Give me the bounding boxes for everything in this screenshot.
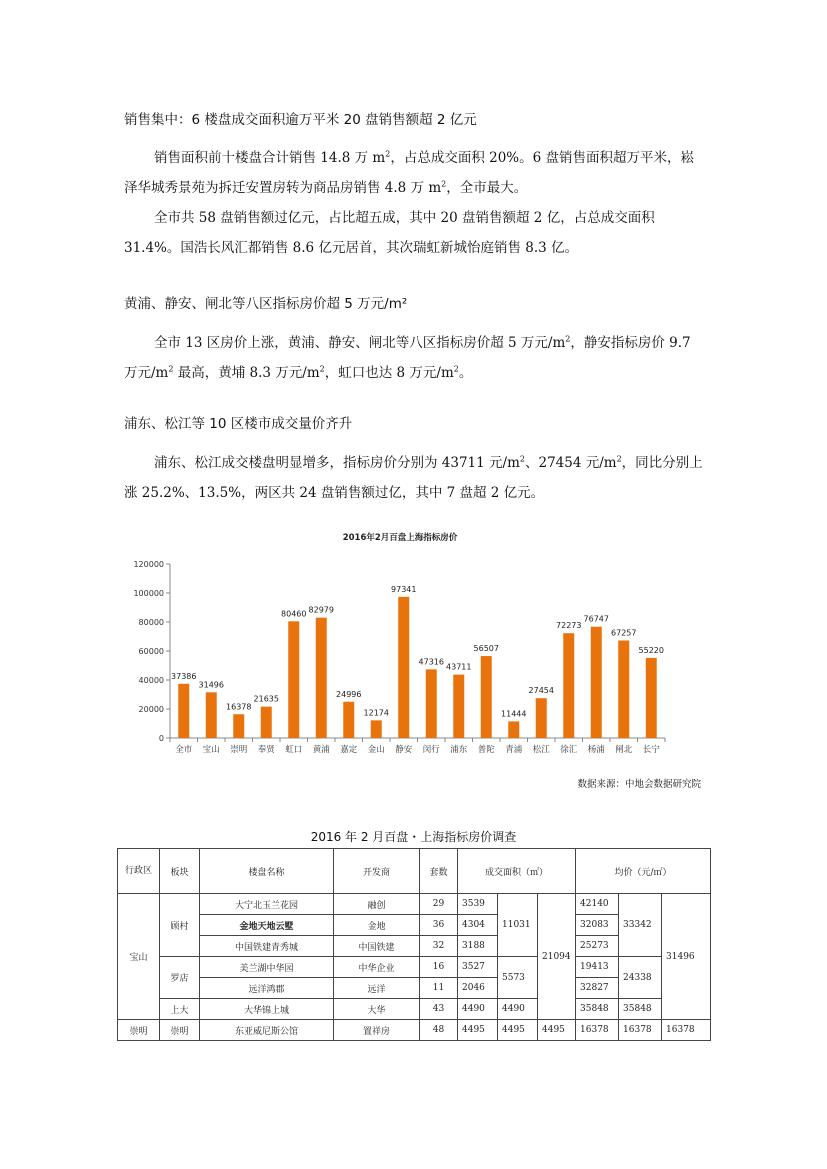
section-heading-districts: 黄浦、静安、闸北等八区指标房价超 5 万元/m² (124, 296, 408, 312)
x-tick-label: 浦东 (450, 745, 468, 755)
chart-title: 2016年2月百盘上海指标房价 (342, 533, 458, 543)
data-label: 97341 (391, 584, 417, 594)
x-tick-label: 杨浦 (587, 745, 605, 755)
paragraph-district-prices: 全市 13 区房价上涨，黄浦、静安、闸北等八区指标房价超 5 万元$/m^2$，静安指标房价 9.7 万元$/m^2$ 最高，黄埔 8.3 万元$/m^2$，虹口也达 8 万元$/m^2$。 (124, 334, 691, 381)
cell-district-area: 21094 (538, 894, 576, 1020)
paragraph-sales-amount: 全市共 58 盘销售额过亿元，占比超五成，其中 20 盘销售额超 2 亿，占总成交面积 31.4%。国浩长风汇都销售 8.6 亿元居首，其次瑞虹新城怡庭销售 8.3 亿。 (124, 210, 655, 256)
header-units: 套数 (420, 849, 458, 894)
cell-area: 4490 (458, 999, 498, 1020)
cell-units: 32 (420, 936, 458, 957)
x-tick-label: 青浦 (505, 745, 523, 755)
bar (178, 684, 189, 738)
x-tick-label: 崇明 (230, 745, 248, 755)
price-bar-chart (120, 524, 700, 769)
data-label: 80460 (281, 609, 307, 619)
data-label: 11444 (501, 709, 527, 719)
header-price: 均价（元/㎡） (576, 849, 711, 894)
cell-developer: 置祥房 (334, 1020, 420, 1041)
y-tick-label: 120000 (133, 560, 164, 569)
x-tick-label: 松江 (532, 745, 550, 755)
x-tick-label: 嘉定 (340, 745, 358, 755)
header-developer: 开发商 (334, 849, 420, 894)
cell-units: 43 (420, 999, 458, 1020)
data-label: 21635 (253, 694, 279, 704)
bar (563, 633, 574, 738)
paragraph-pudong-songjiang: 浦东、松江成交楼盘明显增多，指标房价分别为 43711 元$/m^2$、27454 元$/m^2$，同比分别上涨 25.2%、13.5%，两区共 24 盘销售额过亿，其中 7 盘超 2 亿元。 (124, 454, 703, 501)
bar (316, 618, 327, 738)
cell-area: 3527 (458, 957, 498, 978)
data-label: 67257 (611, 628, 637, 638)
cell-block-area: 5573 (498, 957, 538, 999)
table-row (118, 957, 711, 978)
bar (618, 640, 629, 738)
cell-block-area: 4495 (498, 1020, 538, 1041)
cell-block: 顾村 (160, 894, 200, 957)
data-label: 43711 (446, 662, 472, 672)
cell-block-price: 16378 (619, 1020, 662, 1041)
table-header-row (118, 849, 711, 894)
x-tick-label: 普陀 (477, 745, 495, 755)
cell-block-price: 24338 (619, 957, 662, 999)
y-tick-label: 80000 (138, 618, 164, 627)
bar (508, 721, 519, 738)
data-label: 24996 (336, 689, 362, 699)
cell-block: 崇明 (160, 1020, 200, 1041)
cell-developer: 大华 (334, 999, 420, 1020)
cell-price: 42140 (576, 894, 619, 915)
x-tick-label: 黄浦 (312, 745, 330, 755)
bar (481, 656, 492, 738)
cell-district-price: 16378 (662, 1020, 711, 1041)
cell-name: 金地天地云墅 (200, 915, 334, 936)
cell-area: 3188 (458, 936, 498, 957)
bar (536, 698, 547, 738)
x-tick-label: 全市 (175, 745, 193, 755)
data-label: 16378 (226, 702, 252, 712)
header-block: 板块 (160, 849, 200, 894)
data-label: 37386 (171, 671, 197, 681)
x-tick-label: 徐汇 (560, 745, 578, 755)
table-caption: 2016 年 2 月百盘・上海指标房价调查 (310, 830, 517, 844)
header-name: 楼盘名称 (200, 849, 334, 894)
cell-block-price: 33342 (619, 894, 662, 957)
cell-name: 中国铁建青秀城 (200, 936, 334, 957)
cell-name: 远洋鸿郡 (200, 978, 334, 999)
cell-units: 36 (420, 915, 458, 936)
data-label: 47316 (418, 657, 444, 667)
x-tick-label: 闸北 (615, 745, 633, 755)
cell-name: 大宁北玉兰花园 (200, 894, 334, 915)
cell-area: 2046 (458, 978, 498, 999)
cell-price: 16378 (576, 1020, 619, 1041)
cell-developer: 金地 (334, 915, 420, 936)
section-heading-pudong-songjiang: 浦东、松江等 10 区楼市成交量价齐升 (124, 416, 353, 432)
x-tick-label: 静安 (395, 745, 413, 755)
cell-district: 宝山 (118, 894, 160, 1020)
data-label: 56507 (473, 644, 499, 654)
data-label: 12174 (363, 708, 389, 718)
cell-block-price: 35848 (619, 999, 662, 1020)
data-label: 31496 (198, 680, 224, 690)
cell-area: 4495 (458, 1020, 498, 1041)
x-tick-label: 虹口 (285, 745, 303, 755)
cell-block-area: 11031 (498, 894, 538, 957)
bar (343, 702, 354, 738)
data-label: 82979 (308, 605, 334, 615)
x-tick-label: 奉贤 (257, 745, 275, 755)
cell-block-area: 4490 (498, 999, 538, 1020)
data-source: 数据来源：中地会数据研究院 (577, 779, 701, 790)
cell-units: 48 (420, 1020, 458, 1041)
bar (398, 597, 409, 738)
bar (233, 714, 244, 738)
data-label: 76747 (583, 614, 609, 624)
cell-price: 32827 (576, 978, 619, 999)
cell-developer: 中华企业 (334, 957, 420, 978)
cell-developer: 融创 (334, 894, 420, 915)
y-tick-label: 20000 (138, 705, 164, 714)
bar (453, 675, 464, 738)
bar (646, 658, 657, 738)
bar (371, 720, 382, 738)
header-area: 成交面积（㎡） (458, 849, 576, 894)
x-tick-label: 长宁 (642, 745, 660, 755)
bar (288, 621, 299, 738)
cell-developer: 远洋 (334, 978, 420, 999)
y-tick-label: 40000 (138, 676, 164, 685)
cell-district: 崇明 (118, 1020, 160, 1041)
table-row (118, 999, 711, 1020)
cell-price: 19413 (576, 957, 619, 978)
cell-price: 25273 (576, 936, 619, 957)
cell-price: 35848 (576, 999, 619, 1020)
header-district: 行政区 (118, 849, 160, 894)
bar (206, 692, 217, 738)
table-row (118, 894, 711, 915)
bar (426, 669, 437, 738)
y-tick-label: 0 (158, 734, 164, 743)
data-label: 72273 (556, 621, 582, 631)
section-heading-sales: 销售集中：6 楼盘成交面积逾万平米 20 盘销售额超 2 亿元 (124, 112, 477, 128)
cell-block: 罗店 (160, 957, 200, 999)
cell-units: 16 (420, 957, 458, 978)
cell-price: 32083 (576, 915, 619, 936)
cell-district-price: 31496 (662, 894, 711, 1020)
cell-name: 大华锦上城 (200, 999, 334, 1020)
cell-name: 东亚威尼斯公馆 (200, 1020, 334, 1041)
paragraph-sales-area: 销售面积前十楼盘合计销售 14.8 万 $m^2$，占总成交面积 20%。6 盘销售面积超万平米，崧泽华城秀景苑为拆迁安置房转为商品房销售 4.8 万 $m^2$，全市最大。 (124, 149, 695, 196)
bar (261, 707, 272, 738)
bar (591, 627, 602, 738)
cell-name: 美兰湖中华园 (200, 957, 334, 978)
x-tick-label: 金山 (367, 745, 385, 755)
cell-block: 上大 (160, 999, 200, 1020)
price-survey-table (117, 848, 711, 1041)
x-tick-label: 闵行 (422, 745, 440, 755)
y-tick-label: 100000 (133, 589, 164, 598)
cell-area: 4304 (458, 915, 498, 936)
x-tick-label: 宝山 (202, 745, 220, 755)
data-label: 55220 (638, 645, 664, 655)
cell-area: 3539 (458, 894, 498, 915)
cell-developer: 中国铁建 (334, 936, 420, 957)
cell-district-area: 4495 (538, 1020, 576, 1041)
data-label: 27454 (528, 686, 554, 696)
y-tick-label: 60000 (138, 647, 164, 656)
cell-units: 29 (420, 894, 458, 915)
cell-units: 11 (420, 978, 458, 999)
table-row (118, 1020, 711, 1041)
